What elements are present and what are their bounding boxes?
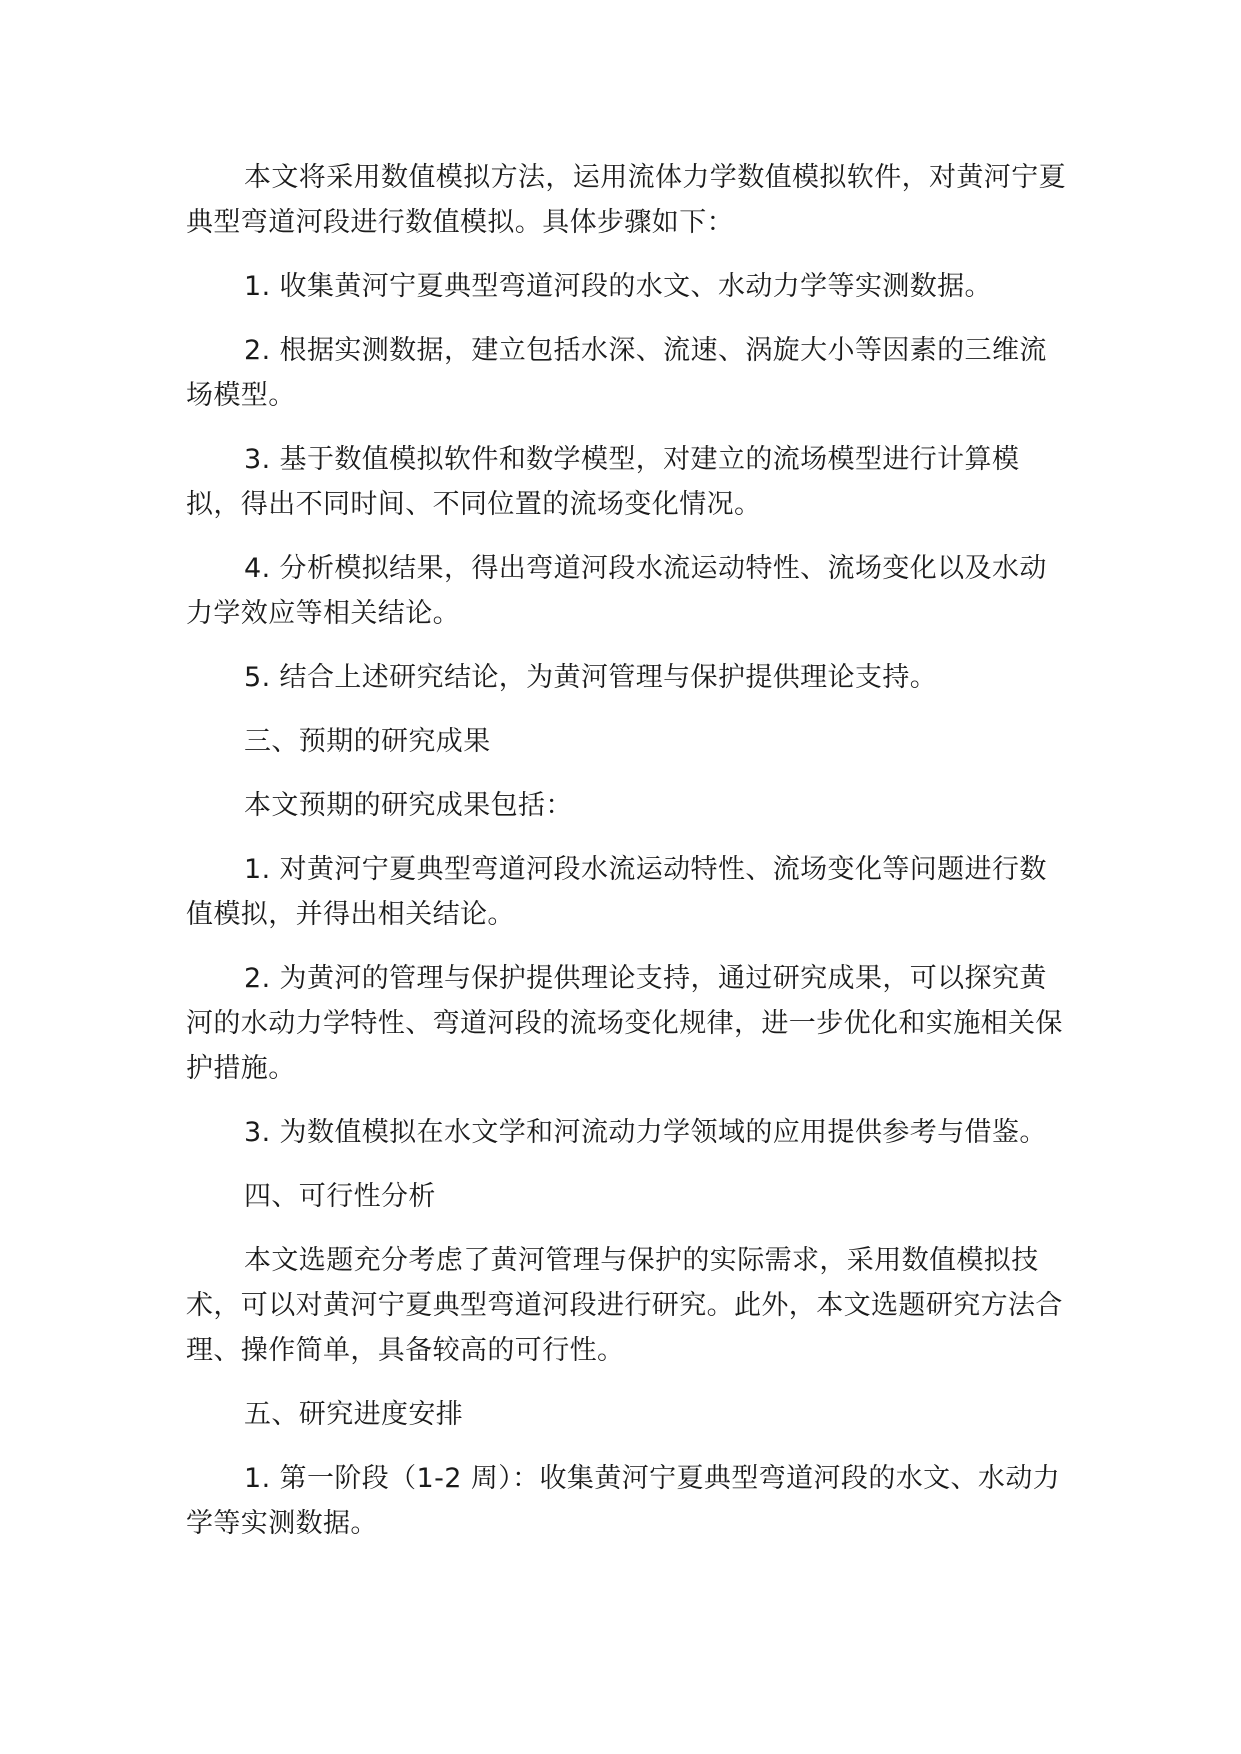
section-heading-expected-results: 三、预期的研究成果 [244,726,491,757]
paragraph-method-intro: 本文将采用数值模拟方法，运用流体力学数值模拟软件，对黄河宁夏典型弯道河段进行数值模拟。具体步骤如下： [186,162,1066,238]
paragraph-result-1: 1. 对黄河宁夏典型弯道河段水流运动特性、流场变化等问题进行数值模拟，并得出相关结论。 [186,854,1047,930]
paragraph-step-3: 3. 基于数值模拟软件和数学模型，对建立的流场模型进行计算模拟，得出不同时间、不同位置的流场变化情况。 [186,444,1020,520]
paragraph-step-2: 2. 根据实测数据，建立包括水深、流速、涡旋大小等因素的三维流场模型。 [186,335,1047,411]
document-body [186,155,1066,1565]
paragraph-schedule-phase-1: 1. 第一阶段（1-2 周）：收集黄河宁夏典型弯道河段的水文、水动力学等实测数据。 [186,1463,1061,1539]
paragraph-result-3: 3. 为数值模拟在水文学和河流动力学领域的应用提供参考与借鉴。 [244,1117,1047,1148]
paragraph-step-1: 1. 收集黄河宁夏典型弯道河段的水文、水动力学等实测数据。 [244,271,992,302]
paragraph-step-5: 5. 结合上述研究结论，为黄河管理与保护提供理论支持。 [244,662,938,693]
paragraph-feasibility: 本文选题充分考虑了黄河管理与保护的实际需求，采用数值模拟技术，可以对黄河宁夏典型弯道河段进行研究。此外，本文选题研究方法合理、操作简单，具备较高的可行性。 [186,1245,1063,1366]
paragraph-step-4: 4. 分析模拟结果，得出弯道河段水流运动特性、流场变化以及水动力学效应等相关结论。 [186,553,1047,629]
section-heading-feasibility: 四、可行性分析 [244,1181,436,1212]
paragraph-result-2: 2. 为黄河的管理与保护提供理论支持，通过研究成果，可以探究黄河的水动力学特性、弯道河段的流场变化规律，进一步优化和实施相关保护措施。 [186,963,1063,1084]
paragraph-results-intro: 本文预期的研究成果包括： [244,790,573,821]
section-heading-schedule: 五、研究进度安排 [244,1399,464,1430]
